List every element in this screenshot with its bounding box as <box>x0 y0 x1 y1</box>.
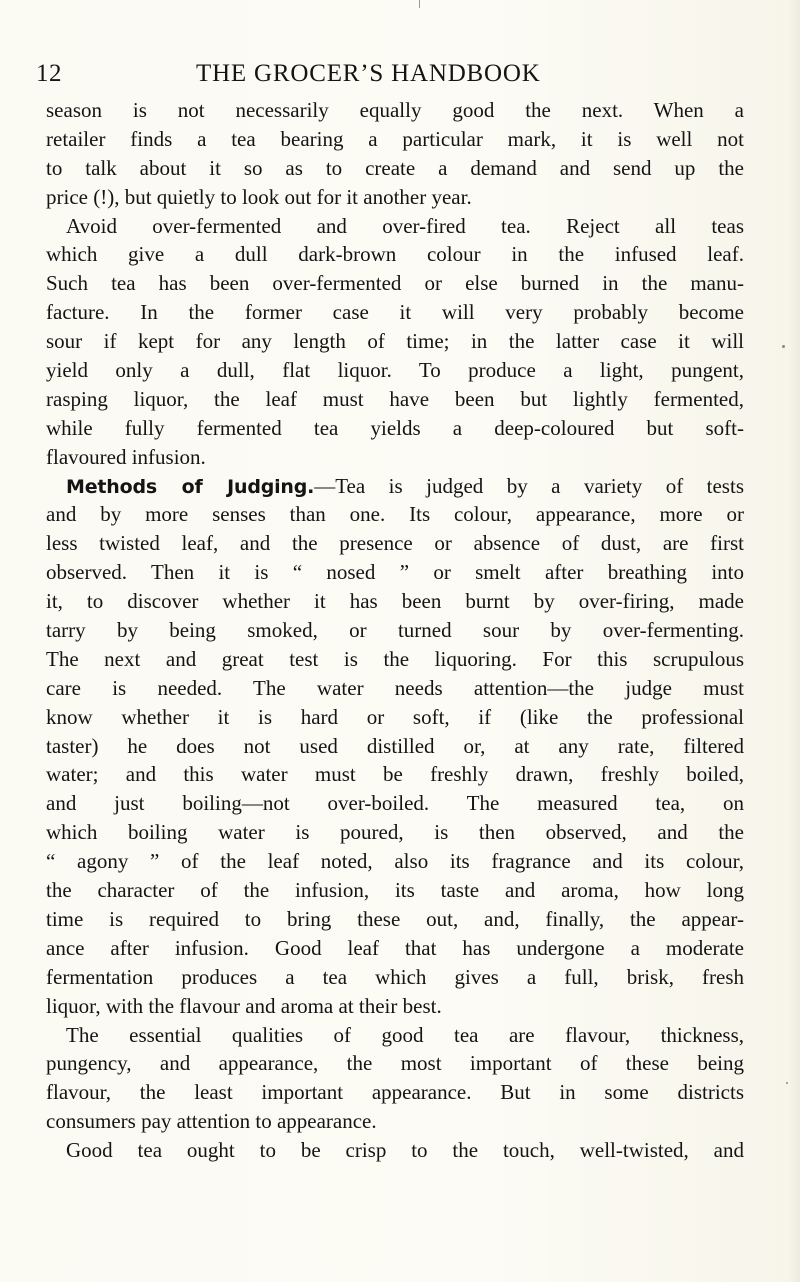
paragraph <box>46 212 744 472</box>
text-line: which give a dull dark-brown colour in the infused leaf. <box>46 242 744 267</box>
paragraph <box>46 1021 744 1137</box>
text-line: Such tea has been over-fermented or else burned in the manu- <box>46 271 744 296</box>
text-line: liquor, with the flavour and aroma at their best. <box>46 993 442 1018</box>
running-head: THE GROCER’S HANDBOOK <box>196 60 541 87</box>
section-heading: Methods of Judging. <box>66 475 315 498</box>
text-line: The essential qualities of good tea are flavour, thickness, <box>66 1022 744 1047</box>
text-line: tarry by being smoked, or turned sour by over-fermenting. <box>46 618 744 643</box>
paragraph <box>46 1136 744 1165</box>
text-line: consumers pay attention to appearance. <box>46 1109 377 1134</box>
page-number: 12 <box>36 60 62 87</box>
body-text <box>46 96 744 1165</box>
text-line: rasping liquor, the leaf must have been but lightly fermented, <box>46 386 744 411</box>
paragraph <box>46 472 744 1021</box>
text-line: care is needed. The water needs attention—the judge must <box>46 675 744 700</box>
text-line: facture. In the former case it will very probably become <box>46 300 744 325</box>
text-line <box>46 472 744 501</box>
paper-speck <box>782 345 785 348</box>
text-line: and by more senses than one. Its colour, appearance, more or <box>46 502 744 527</box>
text-line: while fully fermented tea yields a deep-coloured but soft- <box>46 415 744 440</box>
text-line: know whether it is hard or soft, if (like the professional <box>46 704 744 729</box>
text-line: it, to discover whether it has been burnt by over-firing, made <box>46 589 744 614</box>
text-line: less twisted leaf, and the presence or absence of dust, are first <box>46 531 744 556</box>
text-line: yield only a dull, flat liquor. To produce a light, pungent, <box>46 358 744 383</box>
text-line: observed. Then it is “ nosed ” or smelt after breathing into <box>46 560 744 585</box>
text-line: Good tea ought to be crisp to the touch, well-twisted, and <box>66 1138 744 1163</box>
text-line: flavoured infusion. <box>46 444 206 469</box>
text-line: ance after infusion. Good leaf that has undergone a moderate <box>46 935 744 960</box>
text-line: price (!), but quietly to look out for it another year. <box>46 184 472 209</box>
text-line: taster) he does not used distilled or, at any rate, filtered <box>46 733 744 758</box>
text-line: to talk about it so as to create a demand and send up the <box>46 155 744 180</box>
text-line: pungency, and appearance, the most important of these being <box>46 1051 744 1076</box>
text-line: retailer finds a tea bearing a particular mark, it is well not <box>46 126 744 151</box>
text-line: Avoid over-fermented and over-fired tea. Reject all teas <box>66 213 744 238</box>
page-mark <box>419 0 420 8</box>
paragraph <box>46 96 744 212</box>
text-line: time is required to bring these out, and, finally, the appear- <box>46 906 744 931</box>
text-line: The next and great test is the liquoring. For this scrupulous <box>46 646 744 671</box>
text-line: water; and this water must be freshly drawn, freshly boiled, <box>46 762 744 787</box>
text-line: “ agony ” of the leaf noted, also its fragrance and its colour, <box>46 849 744 874</box>
text-line: fermentation produces a tea which gives a full, brisk, fresh <box>46 964 744 989</box>
text-line: the character of the infusion, its taste and aroma, how long <box>46 878 744 903</box>
text-line: flavour, the least important appearance. But in some districts <box>46 1080 744 1105</box>
text-line: season is not necessarily equally good the next. When a <box>46 98 744 122</box>
text-fragment: —Tea is judged by a variety of tests <box>314 473 744 498</box>
text-line: which boiling water is poured, is then observed, and the <box>46 820 744 845</box>
text-line: sour if kept for any length of time; in the latter case it will <box>46 329 744 354</box>
page-header <box>36 60 752 100</box>
text-line: and just boiling—not over-boiled. The measured tea, on <box>46 791 744 816</box>
page-edge <box>788 0 800 1282</box>
